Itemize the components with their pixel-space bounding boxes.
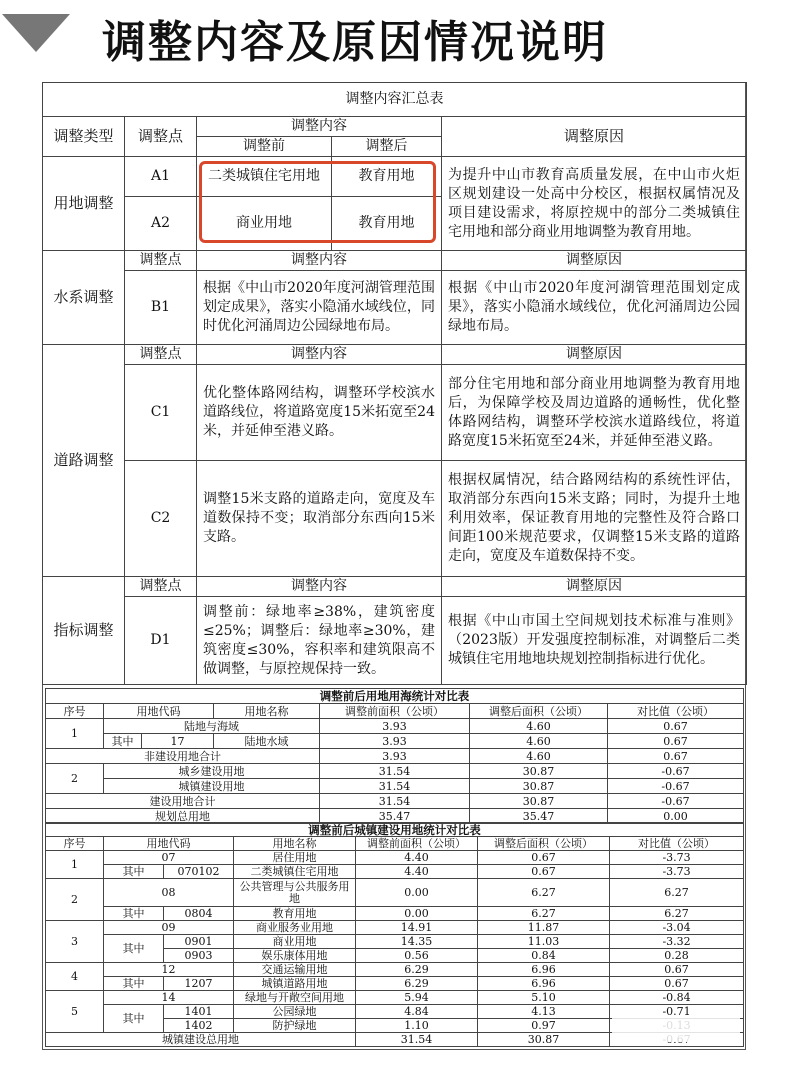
col-before: 调整前 [197,137,332,157]
table-row: 2 城乡建设用地 31.54 30.87 -0.67 [46,764,744,779]
b1-content: 根据《中山市2020年度河湖管理范围划定成果》，落实小隐涌水域线位，同时优化河涌周边公园绿地布局。 [197,271,442,345]
point-d1: D1 [125,597,197,685]
land-reason: 为提升中山市教育高质量发展，在中山市火炬区规划建设一处高中分校区，根据权属情况及项目建设需求，将原控规中的部分二类城镇住宅用地和部分商业用地调整为教育用地。 [442,157,747,251]
type-land: 用地调整 [43,157,125,251]
t2-h-diff: 对比值（公顷） [608,704,744,719]
type-road: 道路调整 [43,345,125,577]
d1-reason: 根据《中山市国土空间规划技术标准与准则》（2023版）开发强度控制标准，对调整后二类城镇住宅用地地块规划控制指标进行优化。 [442,597,747,685]
type-water: 水系调整 [43,251,125,345]
t3-h-before: 调整前面积（公顷） [356,837,478,851]
table-row: 5 14 绿地与开敞空间用地 5.94 5.10 -0.84 [46,991,744,1005]
c2-content: 调整15米支路的道路走向，宽度及车道数保持不变；取消部分东西向15米支路。 [197,461,442,577]
highlight-box [199,161,436,243]
table-row: 规划总用地 35.47 35.47 0.00 [46,809,744,824]
col-after: 调整后 [332,137,442,157]
table-row: 其中 070102 二类城镇住宅用地 4.40 0.67 -3.73 [46,865,744,879]
c1-content: 优化整体路网结构，调整环学校滨水道路线位，将道路宽度15米拓宽至24米，并延伸至港义路。 [197,365,442,461]
table-row: 4 12 交通运输用地 6.29 6.96 0.67 [46,963,744,977]
land-sea-stats-table [45,688,744,824]
d1-content: 调整前：绿地率≥38%，建筑密度≤25%；调整后：绿地率≥30%，建筑密度≤30%，容积率和建筑限高不做调整，与原控规保持一致。 [197,597,442,685]
b1-reason: 根据《中山市2020年度河湖管理范围划定成果》，落实小隐涌水域线位，优化河涌周边公园绿地布局。 [442,271,747,345]
t2-h-before: 调整前面积（公顷） [320,704,470,719]
table-row: 1402 防护绿地 1.10 0.97 [46,1019,744,1033]
point-a2: A2 [125,197,197,251]
road-h-content: 调整内容 [197,345,442,365]
water-h-reason: 调整原因 [442,251,747,271]
t3-h-code: 用地代码 [104,837,234,851]
table-row: 其中 0901 商业用地 14.35 11.03 -3.32 [46,935,744,949]
table-row: 城镇建设总用地 31.54 30.87 [46,1033,744,1047]
a1-before: 二类城镇住宅用地 [197,157,332,197]
table-row: 其中 1207 城镇道路用地 6.29 6.96 0.67 [46,977,744,991]
table-row: 非建设用地合计 3.93 4.60 0.67 [46,749,744,764]
point-b1: B1 [125,271,197,345]
table-row: 建设用地合计 31.54 30.87 -0.67 [46,794,744,809]
c2-reason: 根据权属情况，结合路网结构的系统性评估，取消部分东西向15米支路；同时，为提升土地利用效率，保证教育用地的完整性及符合路口间距100米规范要求，仅调整15米支路的道路走向，宽度及车道数保持不变。 [442,461,747,577]
t2-h-after: 调整后面积（公顷） [470,704,608,719]
table-row: 其中 17 陆地水域 3.93 4.60 0.67 [46,734,744,749]
triangle-marker-icon [2,14,70,52]
t2-h-name: 用地名称 [214,704,320,719]
water-h-content: 调整内容 [197,251,442,271]
water-h-point: 调整点 [125,251,197,271]
summary-caption: 调整内容汇总表 [43,83,747,117]
index-h-point: 调整点 [125,577,197,597]
a2-before: 商业用地 [197,197,332,251]
table-row: 3 09 商业服务业用地 14.91 11.87 -3.04 [46,921,744,935]
point-c2: C2 [125,461,197,577]
col-reason: 调整原因 [442,117,747,157]
t2-h-no: 序号 [46,704,104,719]
urban-land-stats-table [45,822,744,1047]
a1-after: 教育用地 [332,157,442,197]
table-row: 城镇建设用地 31.54 30.87 -0.67 [46,779,744,794]
type-index: 指标调整 [43,577,125,685]
table-row: 其中 0804 教育用地 0.00 6.27 6.27 [46,907,744,921]
road-h-point: 调整点 [125,345,197,365]
point-a1: A1 [125,157,197,197]
road-h-reason: 调整原因 [442,345,747,365]
col-point: 调整点 [125,117,197,157]
index-h-content: 调整内容 [197,577,442,597]
index-h-reason: 调整原因 [442,577,747,597]
table-row: 1 陆地与海域 3.93 4.60 0.67 [46,719,744,734]
t3-caption: 调整前后城镇建设用地统计对比表 [46,823,744,837]
point-c1: C1 [125,365,197,461]
table-row: 2 08 公共管理与公共服务用地 0.00 6.27 6.27 [46,879,744,907]
page-header [0,0,800,72]
c1-reason: 部分住宅用地和部分商业用地调整为教育用地后，为保障学校及周边道路的通畅性，优化整体路网结构，调整环学校滨水道路线位，将道路宽度15米拓宽至24米，并延伸至港义路。 [442,365,747,461]
t3-h-after: 调整后面积（公顷） [478,837,610,851]
t3-h-no: 序号 [46,837,104,851]
watermark-overlay [612,1018,740,1042]
table-row: 1 07 居住用地 4.40 0.67 -3.73 [46,851,744,865]
t3-h-diff: 对比值（公顷） [610,837,744,851]
col-content: 调整内容 [197,117,442,137]
t2-h-code: 用地代码 [104,704,214,719]
page-title: 调整内容及原因情况说明 [102,17,608,68]
a2-after: 教育用地 [332,197,442,251]
table-row: 其中 1401 公园绿地 4.84 4.13 -0.71 [46,1005,744,1019]
col-type: 调整类型 [43,117,125,157]
table-row: 0903 娱乐康体用地 0.56 0.84 0.28 [46,949,744,963]
t2-caption: 调整前后用地用海统计对比表 [46,689,744,704]
t3-h-name: 用地名称 [234,837,356,851]
